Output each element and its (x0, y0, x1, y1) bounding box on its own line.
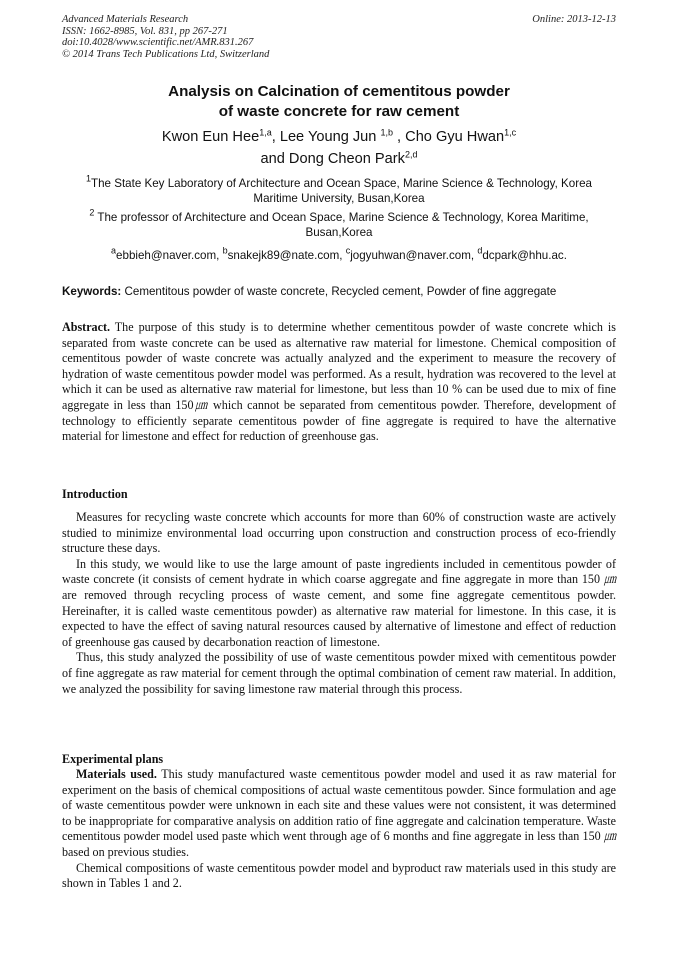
online-date: Online: 2013-12-13 (532, 14, 616, 25)
author-3: Cho Gyu Hwan (405, 129, 505, 145)
email-b-sup: b (222, 245, 228, 256)
intro-paragraph-1: Measures for recycling waste concrete which accounts for more than 60% of construction waste are actively studied to minimize environmental load occurring upon construction and construction process of eco-friendly structure these days. (62, 510, 616, 556)
email-c-sup: c (345, 245, 351, 256)
affiliation-2-text: The professor of Architecture and Ocean Space, Marine Science & Technology, Korea Maritime, (94, 211, 589, 224)
journal-name: Advanced Materials Research (62, 14, 189, 25)
abstract-text-1: The purpose of this study is to determine whether cementitous powder of waste concrete which is separated from waste concrete can be used as alternative raw material for limestone. Chemical composition of cementitous powder of waste concrete was actually analyzed and the experiment to measure the recovery of hydration of waste cementitous powder model was performed. As a result, hydration was recovered to the level at which it can be used as alternative raw material for limestone, but less than 10 % can be used due to mix of fine aggregate in less than 150 (62, 320, 616, 412)
intro-p2-text-2: are removed through recycling process of waste cement, and some fine aggregate cementitous powder. Hereinafter, it is called waste cementitous powder) as alternative raw material for limestone. In this case, it is expected to have the effect of saving natural resources caused by alternative of limestone and effect of reduction of greenhouse gas caused by decarbonation reaction of limestone. (62, 587, 616, 649)
introduction-section (62, 510, 616, 697)
email-a: ebbieh@naver.com, (116, 249, 223, 262)
micrometer-unit: ㎛ (603, 829, 616, 844)
exp-paragraph-1 (62, 767, 616, 861)
author-2-sup: 1,b (380, 127, 393, 138)
email-a-sup: a (111, 245, 117, 256)
author-1: Kwon Eun Hee (161, 129, 260, 145)
abstract-paragraph (62, 320, 616, 445)
experimental-heading: Experimental plans (62, 752, 164, 766)
intro-p2-text-1: In this study, we would like to use the large amount of paste ingredients included in cementitous powder of waste concrete (it consists of cement hydrate in which coarse aggregate and fine aggregate in more than 150 (62, 556, 616, 587)
author-sep-1: , (271, 129, 280, 145)
title-line-2: of waste concrete for raw cement (218, 103, 460, 120)
keywords-label: Keywords: (62, 285, 122, 298)
affiliation-1-line-2: Maritime University, Busan,Korea (253, 192, 425, 205)
affiliation-2 (62, 207, 616, 240)
author-2: Lee Young Jun (279, 129, 381, 145)
intro-paragraph-3: Thus, this study analyzed the possibility of use of waste cementitous powder mixed with cementitous powder of fine aggregate as raw material for cement through the optimal combination of cement raw material. In addition, we analyzed the possibility for saving limestone raw material through this process. (62, 650, 616, 696)
author-sep-2: , (392, 129, 406, 145)
copyright-line: © 2014 Trans Tech Publications Ltd, Switzerland (62, 48, 270, 60)
affiliation-2-line-1 (62, 207, 616, 225)
author-4: and Dong Cheon Park (260, 151, 405, 167)
author-line-2 (62, 148, 616, 170)
affiliation-1-sup: 1 (86, 173, 92, 184)
intro-paragraph-2 (62, 557, 616, 651)
author-list (62, 126, 616, 170)
exp-paragraph-2: Chemical compositions of waste cementitous powder model and byproduct raw materials used in this study are shown in Tables 1 and 2. (62, 860, 616, 891)
materials-used-label: Materials used. (76, 767, 157, 781)
introduction-heading: Introduction (62, 487, 128, 501)
affiliation-1-line-1 (62, 173, 616, 191)
doi-line: doi:10.4028/www.scientific.net/AMR.831.267 (62, 37, 254, 49)
affiliation-2-sup: 2 (89, 207, 95, 218)
email-list (62, 245, 616, 263)
title-line-1: Analysis on Calcination of cementitous powder (168, 83, 510, 100)
keywords (62, 284, 616, 299)
journal-header (62, 14, 616, 60)
author-4-sup: 2,d (404, 149, 418, 160)
affiliation-2-line-2: Busan,Korea (305, 226, 373, 239)
abstract-text-2: which cannot be separated from cementitous powder. Therefore, development of technology to efficiently separate cementitous powder of fine aggregate is required to have the alternative material for limestone and effect for reduction of greenhouse gas. (62, 397, 616, 444)
email-d: dcpark@hhu.ac. (482, 249, 567, 262)
email-d-sup: d (477, 245, 483, 256)
abstract (62, 320, 616, 445)
affiliation-1-text: The State Key Laboratory of Architecture and Ocean Space, Marine Science & Technology, Korea (91, 177, 592, 190)
keywords-text: Cementitous powder of waste concrete, Recycled cement, Powder of fine aggregate (121, 285, 557, 298)
abstract-label: Abstract. (62, 320, 111, 334)
exp-p1-text-2: based on previous studies. (62, 844, 189, 859)
micrometer-unit: ㎛ (603, 572, 616, 587)
author-line-1 (62, 126, 616, 148)
paper-title (62, 82, 616, 122)
issn-line: ISSN: 1662-8985, Vol. 831, pp 267-271 (62, 25, 228, 37)
exp-p1-text-1: This study manufactured waste cementitous powder model and used it as raw material for experiment on the basis of chemical compositions of actual waste cementitous powder. Since formulation and age of waste cementitous powder were unknown in each site and these values were not consistent, it was determined to be inappropriate for comparative analysis on addition ratio of fine aggregate and calcination temperature. Waste cementitous powder model used paste which went through age of 6 months and fine aggregate in less than 150 (62, 767, 616, 844)
email-b: snakejk89@nate.com, (227, 249, 346, 262)
author-3-sup: 1,c (504, 127, 517, 138)
micrometer-unit: ㎛ (193, 397, 209, 412)
email-c: jogyuhwan@naver.com, (350, 249, 478, 262)
affiliation-1 (62, 173, 616, 206)
experimental-section (62, 767, 616, 892)
author-1-sup: 1,a (259, 127, 272, 138)
